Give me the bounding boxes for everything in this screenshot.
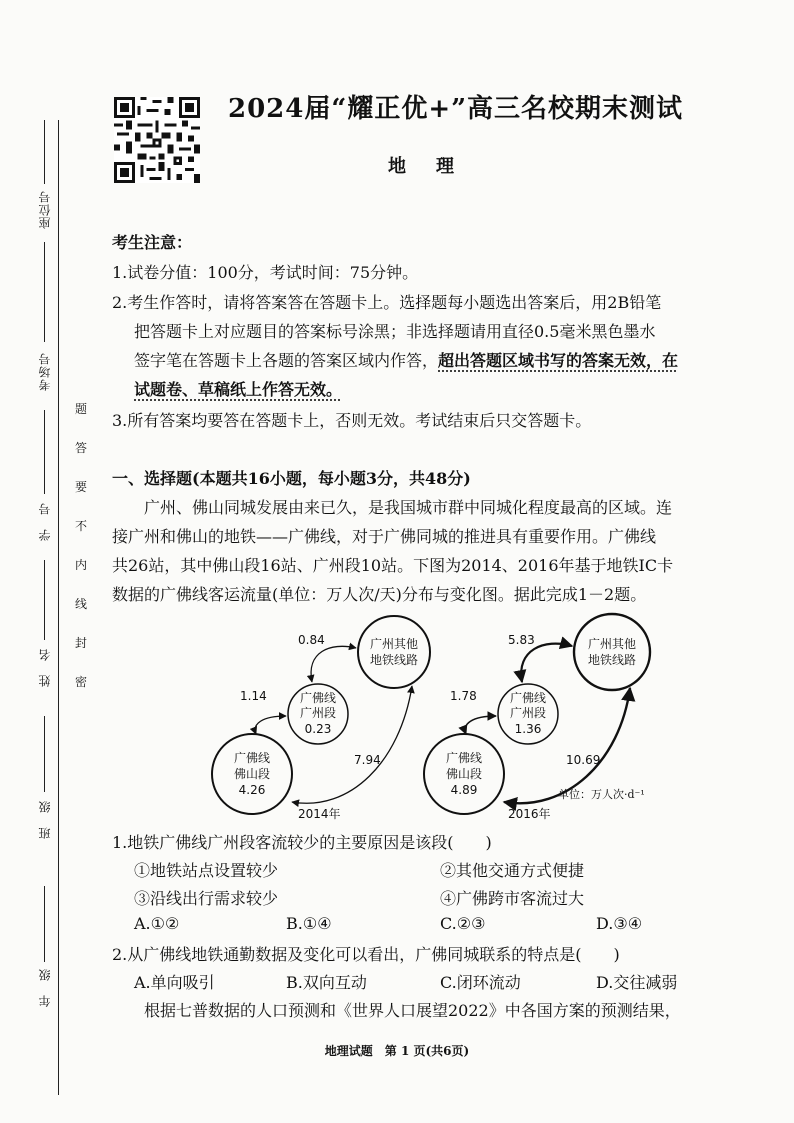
q1-option-d[interactable]: D.③④ [596,914,643,933]
name-label: 姓 名 [38,648,52,687]
flow-value: 0.84 [298,633,325,647]
flow-value: 10.69 [566,753,601,767]
section-heading: 一、选择题(本题共16小题，每小题3分，共48分) [112,469,471,488]
student-no-label: 学 号 [38,502,52,541]
notice-item-2-cont: 把答题卡上对应题目的答案标号涂黑；非选择题请用直径0.5毫米黑色墨水 [134,322,656,341]
seal-word: 要 [74,480,87,494]
q2-option-b[interactable]: B.双向互动 [286,973,367,992]
node-label: 广佛线 [445,751,483,765]
node-label: 地铁线路 [369,653,419,667]
node-guangzhou-other [358,616,430,688]
flow-value: 7.94 [354,753,381,767]
flow-arrow [465,716,496,734]
flow-value: 1.78 [450,689,477,703]
question-2-stem: 2.从广佛线地铁通勤数据及变化可以看出，广佛同城联系的特点是( ) [112,945,620,964]
subject-title: 地理 [388,156,484,177]
seal-word: 密 [74,675,87,689]
seat-label: 座位号 [38,190,52,229]
notice-heading: 考生注意： [112,233,193,252]
node-label: 广州其他 [587,637,637,651]
q1-option-b[interactable]: B.①④ [286,914,332,933]
seat-field [44,120,45,184]
seal-word: 线 [74,597,87,611]
node-label: 广佛线 [509,691,547,705]
passage-line: 广州、佛山同城发展由来已久，是我国城市群中同城化程度最高的区域。连 [112,498,673,517]
qr-code-icon[interactable] [114,96,200,184]
seal-word: 答 [74,441,87,455]
passage-line: 根据七普数据的人口预测和《世界人口展望2022》中各国方案的预测结果， [112,1001,681,1020]
diagram-unit: 单位：万人次·d⁻¹ [558,788,645,801]
node-value: 4.26 [238,783,266,797]
flow-arrow [521,644,572,682]
q2-option-a[interactable]: A.单向吸引 [134,973,215,992]
q2-option-d[interactable]: D.交往减弱 [596,973,678,992]
flow-value: 1.14 [240,689,267,703]
seal-word: 内 [74,558,87,572]
page-footer: 地理试题 第 1 页(共6页) [324,1044,470,1058]
passage-line: 接广州和佛山的地铁——广佛线，对于广佛同城的推进具有重要作用。广佛线 [112,527,657,546]
flow-arrow [311,646,356,682]
page-title: 2024届“耀正优+”高三名校期末测试 [228,94,684,124]
notice-item-2: 2.考生作答时，请将答案答在答题卡上。选择题每小题选出答案后，用2B铅笔 [112,293,662,312]
exam-room-field [44,242,45,342]
diagram-year: 2016年 [508,807,551,821]
node-label: 地铁线路 [587,653,637,667]
q1-option-a[interactable]: A.①② [134,914,180,933]
question-1-stem: 1.地铁广佛线广州段客流较少的主要原因是该段( ) [112,833,492,852]
node-label: 广州段 [509,706,547,720]
q1-option-c[interactable]: C.②③ [440,914,486,933]
grade-label: 年 级 [38,968,52,1007]
flow-arrow [255,716,286,734]
node-label: 广佛线 [233,751,271,765]
notice-item-3: 3.所有答案均要答在答题卡上，否则无效。考试结束后只交答题卡。 [112,411,592,430]
node-label: 广佛线 [299,691,337,705]
diagram-2014 [212,616,430,821]
node-value: 0.23 [304,722,332,736]
seal-warning [74,378,88,712]
passenger-flow-diagram [200,612,760,824]
node-label: 佛山段 [233,767,271,781]
student-no-field [44,410,45,494]
q1-statement: ③沿线出行需求较少 [134,889,279,908]
node-label: 佛山段 [445,767,483,781]
node-guangzhou-other [574,614,650,690]
notice-item-1: 1.试卷分值：100分，考试时间：75分钟。 [112,263,419,282]
seal-word: 不 [74,519,87,533]
notice-emphasis: 超出答题区域书写的答案无效，在 [438,351,679,370]
exam-room-label: 考场号 [38,352,52,391]
name-field [44,560,45,640]
q1-statement: ②其他交通方式便捷 [440,861,585,880]
passage-line: 数据的广佛线客运流量(单位：万人次/天)分布与变化图。据此完成1－2题。 [112,585,647,604]
grade-field [44,886,45,962]
passage-line: 共26站，其中佛山段16站、广州段10站。下图为2014、2016年基于地铁IC卡 [112,556,674,575]
class-label: 班 级 [38,800,52,839]
q1-statement: ①地铁站点设置较少 [134,861,279,880]
node-label: 广州段 [299,706,337,720]
seal-word: 题 [74,402,87,416]
node-label: 广州其他 [369,637,419,651]
class-field [44,716,45,792]
diagram-year: 2014年 [298,807,341,821]
node-value: 4.89 [450,783,478,797]
notice-text: 签字笔在答题卡上各题的答案区域内作答， [134,351,439,370]
node-value: 1.36 [514,722,542,736]
binding-line [58,120,59,1095]
seal-word: 封 [74,636,87,650]
notice-item-2-cont [134,348,678,371]
q2-option-c[interactable]: C.闭环流动 [440,973,521,992]
flow-value: 5.83 [508,633,535,647]
notice-emphasis: 试题卷、草稿纸上作答无效。 [134,380,343,399]
q1-statement: ④广佛跨市客流过大 [440,889,585,908]
